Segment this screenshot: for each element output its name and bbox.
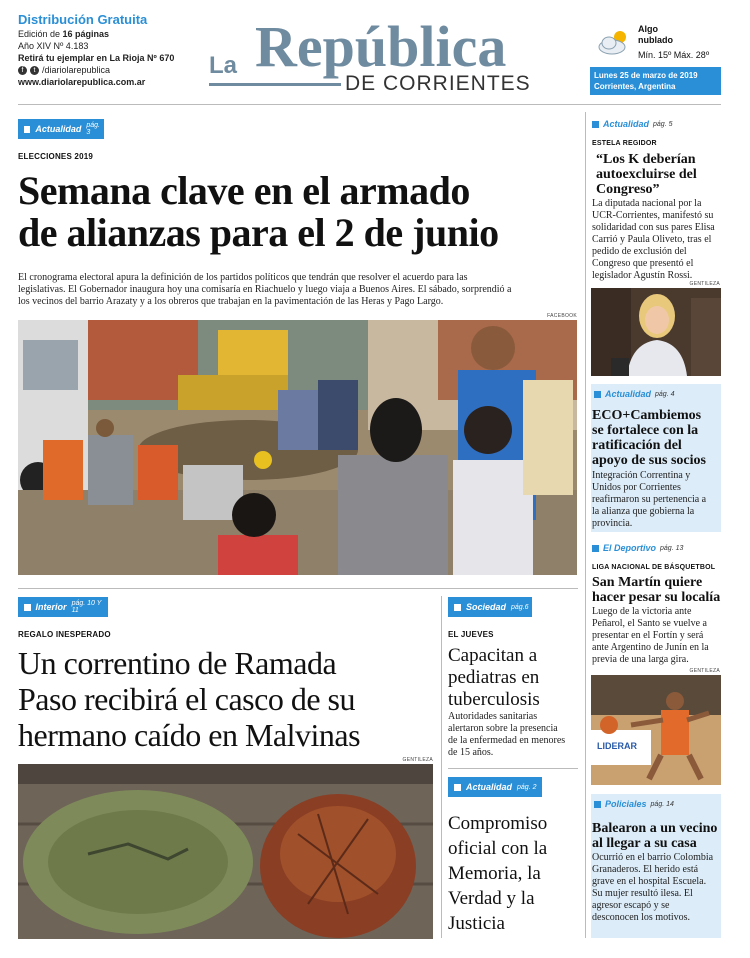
section-page: pág. 3 [86,122,100,136]
section-page: pág. 13 [660,544,684,552]
logo-subtitle: DE CORRIENTES [345,72,531,95]
date-line: Lunes 25 de marzo de 2019 [594,71,698,80]
eco-head-3: ratificación del [592,438,682,453]
sociedad-body-4: de 15 años. [448,747,494,758]
facebook-icon: f [18,66,27,75]
right-section-deportivo[interactable] [592,543,683,553]
sociedad-headline[interactable] [448,645,578,711]
right-section-actualidad-b[interactable] [594,389,674,399]
masthead-info [18,12,198,88]
regidor-body-4: Carrió y Paula Oliveto, tras el [592,234,712,245]
edition-prefix: Edición de [18,29,61,39]
main-headline-line1: Semana clave en el armado [18,168,470,213]
pickup-address: Retirá tu ejemplar en La Rioja Nº 670 [18,53,175,63]
edition-pages: 16 páginas [62,29,110,39]
eco-head-2: se fortalece con la [592,423,699,438]
right-section-policiales[interactable] [594,799,674,809]
policiales-body [592,852,722,924]
section-page: pág. 5 [653,120,673,128]
regidor-body-2: UCR-Corrientes, manifestó su [592,210,714,221]
memoria-headline-1: Compromiso [448,813,548,834]
newspaper-logo[interactable] [205,16,545,100]
policiales-body-6: desconocen los motivos. [592,912,691,923]
regidor-body-3: solidaridad con sus pares Elisa [592,222,715,233]
deportivo-kicker: LIGA NACIONAL DE BÁSQUETBOL [592,564,716,571]
deportivo-body-1: Luego de la victoria ante [592,606,692,617]
sociedad-body-2: alertaron sobre la presencia [448,723,558,734]
policiales-body-3: grave en el hospital Escuela. [592,876,707,887]
main-kicker: ELECCIONES 2019 [18,152,94,161]
sociedad-headline-1: Capacitan a [448,645,538,666]
regidor-body-6: Congreso que presentó el [592,258,694,269]
section-label: Actualidad [603,119,650,129]
section-page: pág. 4 [655,390,675,398]
eco-headline[interactable] [592,408,722,468]
second-kicker: REGALO INESPERADO [18,630,111,639]
regidor-head-1: “Los K deberían [596,152,696,167]
year-number: Año XIV Nº 4.183 [18,41,89,51]
right-section-actualidad-a[interactable] [592,119,672,129]
section-label: El Deportivo [603,543,657,553]
section-page: pág. 10 Y 11 [71,600,102,614]
section-square [24,126,30,133]
section-bar-sociedad[interactable] [448,597,532,617]
deportivo-body [592,606,722,666]
section-label: Actualidad [35,124,82,134]
basketball-photo[interactable] [591,675,721,785]
eco-body-3: reafirmaron su pertenencia a [592,494,707,505]
road-works-illustration [18,320,577,575]
social-handle: /diariolarepublica [42,65,111,75]
memoria-headline-5: Justicia [448,913,505,934]
eco-body-1: Integración Correntina y [592,470,691,481]
policiales-body-5: agresor escapó y se [592,900,670,911]
deportivo-headline[interactable] [592,575,722,605]
eco-body [592,470,722,530]
deportivo-body-5: previa de una larga gira. [592,654,689,665]
sociedad-kicker: EL JUEVES [448,630,494,639]
policiales-body-4: Su mujer resultó ilesa. El [592,888,693,899]
memoria-headline-2: oficial con la [448,838,548,859]
memoria-headline-3: Memoria, la [448,863,541,884]
main-lead-1: El cronograma electoral apura la definición de los partidos políticos que tendrán que resolver el acuerdo para las [18,272,468,283]
sociedad-divider [448,768,578,769]
section-square [454,604,461,611]
section-bar-interior[interactable] [18,597,108,617]
regidor-credit: GENTILEZA [689,281,720,287]
section-page: pág. 2 [517,783,537,791]
policiales-body-2: Granaderos. El herido está [592,864,699,875]
twitter-icon: t [30,66,39,75]
section-bar-actualidad-2[interactable] [448,777,542,797]
regidor-kicker: ESTELA REGIDOR [592,140,657,147]
main-lead-3: los vecinos del barrio Arazaty y a los obreros que trabajan en la pavimentación de las Heras y Pago Largo. [18,296,444,307]
mid-divider [18,588,578,589]
basketball-illustration [591,675,721,785]
regidor-body [592,198,722,282]
policiales-body-1: Ocurrió en el barrio Colombia [592,852,714,863]
sociedad-headline-3: tuberculosis [448,689,540,710]
legislator-illustration [591,288,721,376]
eco-body-4: la alianza que gobierna la [592,506,695,517]
jersey-text: LIDERAR [597,741,637,751]
section-label: Sociedad [466,602,507,612]
eco-head-1: ECO+Cambiemos [592,408,702,423]
logo-republica: República [255,14,507,79]
header-divider [18,104,721,105]
eco-head-4: apoyo de sus socios [592,453,706,468]
main-headline-line2: de alianzas para el 2 de junio [18,210,499,255]
sociedad-body-3: de la enfermedad en menores [448,735,566,746]
section-label: Policiales [605,799,647,809]
regidor-headline[interactable] [592,152,722,197]
regidor-head-3: Congreso” [596,182,660,197]
column-divider [441,596,442,938]
logo-rule [209,83,341,86]
section-square [594,391,601,398]
second-headline-line1: Un correntino de Ramada [18,645,337,681]
regidor-body-5: pedido de exclusión del [592,246,687,257]
helmets-illustration [18,764,433,939]
deportivo-body-4: ante Argentino de Junín en la [592,642,709,653]
deportivo-body-2: Peñarol, el Santo se vuelve a [592,618,707,629]
memoria-headline[interactable] [448,811,578,936]
policiales-head-1: Balearon a un vecino [592,821,718,836]
regidor-body-1: La diputada nacional por la [592,198,702,209]
deportivo-credit: GENTILEZA [689,668,720,674]
weather-temps: Mín. 15º Máx. 28º [638,50,710,60]
main-headline[interactable] [18,170,584,254]
section-bar-actualidad[interactable] [18,119,104,139]
weather-widget [592,24,722,64]
distribution-label: Distribución Gratuita [18,12,148,27]
memoria-headline-4: Verdad y la [448,888,535,909]
website-link[interactable]: www.diariolarepublica.com.ar [18,77,146,87]
eco-body-2: Unidos por Corrientes [592,482,681,493]
section-page: pág. 14 [650,800,674,808]
main-photo-credit: FACEBOOK [547,313,577,319]
section-label: Interior [35,602,67,612]
second-headline-line2: Paso recibirá el casco de su [18,681,355,717]
deportivo-body-3: presentar en el Fortín y será [592,630,704,641]
helmets-photo[interactable] [18,764,433,939]
deportivo-head-1: San Martín quiere [592,575,703,590]
cloudy-sun-icon [596,28,632,56]
regidor-head-2: autoexcluirse del [596,167,697,182]
section-page: pág.6 [511,603,529,611]
second-headline-line3: hermano caído en Malvinas [18,717,361,753]
section-label: Actualidad [466,782,513,792]
right-column-divider [585,112,586,938]
date-box [590,67,721,95]
section-square [454,784,461,791]
deportivo-head-2: hacer pesar su localía [592,590,721,605]
main-lead-2: legislativas. El Gobernador inaugura hoy una comisaría en Riachuelo y luego viaja a Buenos Aires. El sábado, sorprendió a [18,284,512,295]
second-photo-credit: GENTILEZA [402,757,433,763]
weather-desc-2: nublado [638,35,673,45]
policiales-head-2: al llegar a su casa [592,836,697,851]
section-label: Actualidad [605,389,652,399]
section-square [24,604,31,611]
sociedad-body [448,711,578,759]
logo-la: La [209,52,238,79]
location-line: Corrientes, Argentina [594,82,676,91]
main-lead [18,272,584,308]
second-headline[interactable] [18,645,438,753]
weather-desc-1: Algo [638,24,658,34]
policiales-headline[interactable] [592,821,722,851]
regidor-body-7: legislador Agustín Rossi. [592,270,693,281]
eco-body-5: provincia. [592,518,633,529]
social-line [18,64,198,76]
section-square [592,545,599,552]
section-square [594,801,601,808]
regidor-photo[interactable] [591,288,721,376]
main-photo[interactable] [18,320,577,575]
sociedad-body-1: Autoridades sanitarias [448,711,538,722]
sociedad-headline-2: pediatras en [448,667,540,688]
section-square [592,121,599,128]
